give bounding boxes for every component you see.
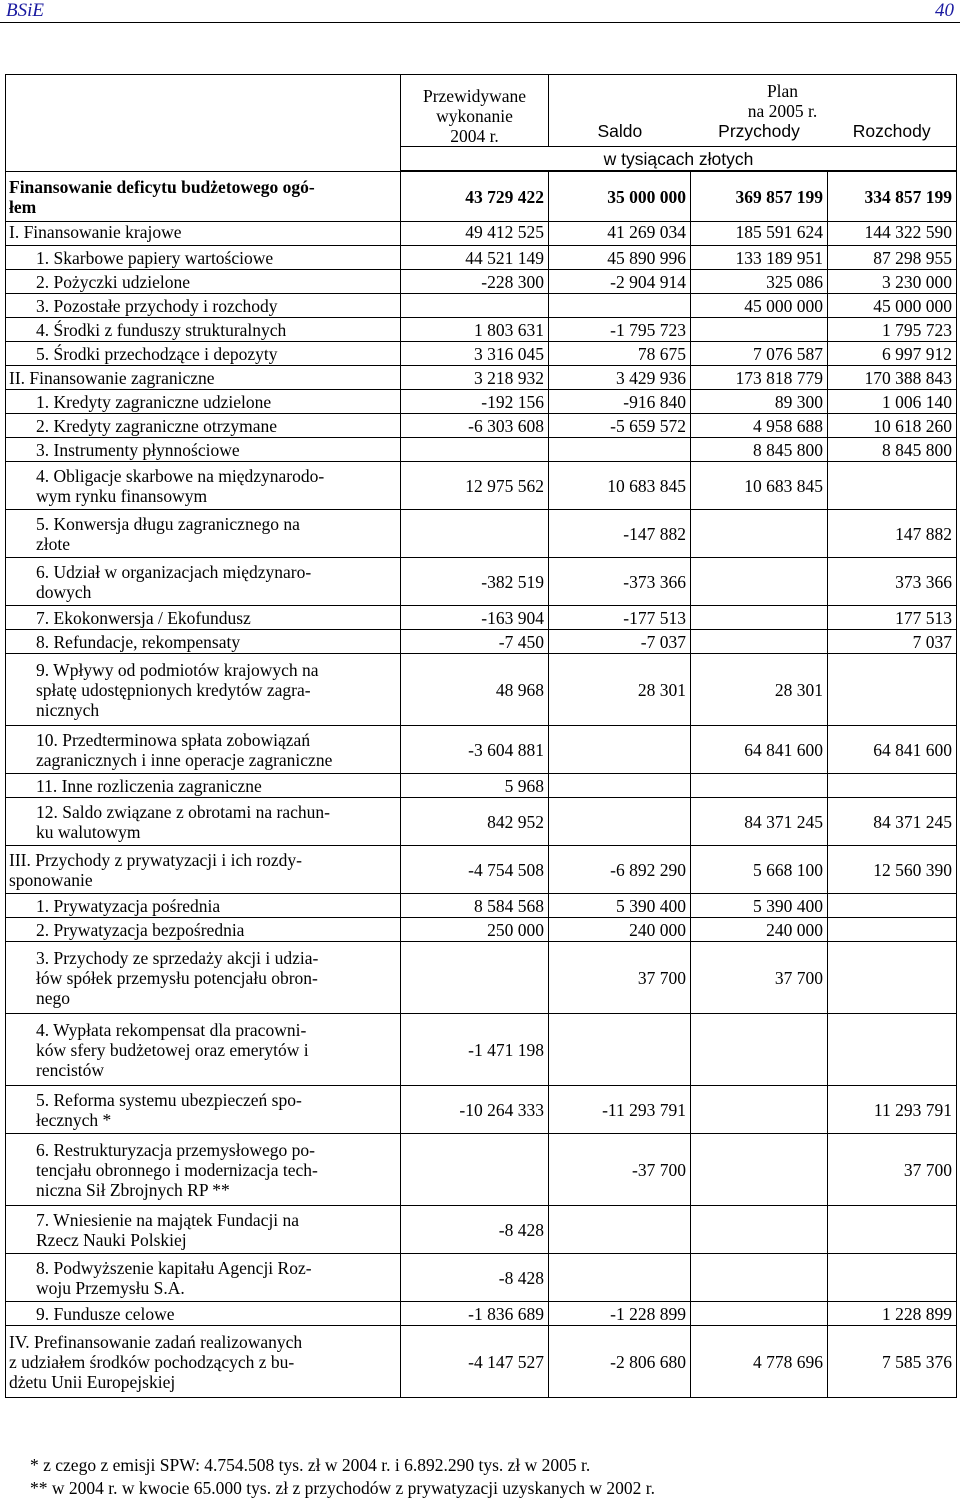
row-value: -7 450 xyxy=(401,630,549,654)
row-value: 64 841 600 xyxy=(691,726,828,774)
row-value xyxy=(691,774,828,798)
table-row xyxy=(6,654,957,726)
row-value: 10 618 260 xyxy=(828,414,957,438)
row-value xyxy=(691,510,828,558)
table-row xyxy=(6,294,957,318)
row-value: -916 840 xyxy=(549,390,691,414)
row-value xyxy=(691,1206,828,1254)
row-value xyxy=(401,438,549,462)
row-value: 45 000 000 xyxy=(828,294,957,318)
table-row xyxy=(6,1206,957,1254)
row-value: -192 156 xyxy=(401,390,549,414)
row-label: 4. Środki z funduszy strukturalnych xyxy=(6,318,401,342)
row-label: I. Finansowanie krajowe xyxy=(6,222,401,246)
row-value: -373 366 xyxy=(549,558,691,606)
row-label: 5. Reforma systemu ubezpieczeń spo- łecznych * xyxy=(6,1086,401,1134)
row-value xyxy=(691,606,828,630)
row-value: 5 968 xyxy=(401,774,549,798)
row-value xyxy=(549,774,691,798)
row-value: 4 778 696 xyxy=(691,1326,828,1398)
row-value: -1 836 689 xyxy=(401,1302,549,1326)
row-value: 250 000 xyxy=(401,918,549,942)
row-value: 3 230 000 xyxy=(828,270,957,294)
row-value: 12 975 562 xyxy=(401,462,549,510)
row-value xyxy=(401,942,549,1014)
table-row xyxy=(6,318,957,342)
table-row xyxy=(6,1134,957,1206)
row-value: 41 269 034 xyxy=(549,222,691,246)
page-header xyxy=(0,0,960,23)
row-value: -37 700 xyxy=(549,1134,691,1206)
row-value: 84 371 245 xyxy=(691,798,828,846)
row-value: -382 519 xyxy=(401,558,549,606)
row-value: 3 429 936 xyxy=(549,366,691,390)
table-row xyxy=(6,1254,957,1302)
row-value: 173 818 779 xyxy=(691,366,828,390)
row-value: 87 298 955 xyxy=(828,246,957,270)
row-value: 8 845 800 xyxy=(828,438,957,462)
row-value: 325 086 xyxy=(691,270,828,294)
row-label: 4. Wypłata rekompensat dla pracowni- ków sfery budżetowej oraz emerytów i rencistów xyxy=(6,1014,401,1086)
row-value xyxy=(691,1086,828,1134)
row-value xyxy=(549,726,691,774)
row-value: 84 371 245 xyxy=(828,798,957,846)
col-przewidywane xyxy=(401,75,549,147)
row-value: 5 390 400 xyxy=(691,894,828,918)
row-value: 43 729 422 xyxy=(401,172,549,222)
row-value: 48 968 xyxy=(401,654,549,726)
row-value xyxy=(549,798,691,846)
plan-title-line: Plan xyxy=(766,80,799,101)
row-label: 11. Inne rozliczenia zagraniczne xyxy=(6,774,401,798)
row-label: 5. Środki przechodzące i depozyty xyxy=(6,342,401,366)
row-label: 12. Saldo związane z obrotami na rachun- ku walutowym xyxy=(6,798,401,846)
row-value xyxy=(828,1014,957,1086)
row-value: 35 000 000 xyxy=(549,172,691,222)
row-value: 1 803 631 xyxy=(401,318,549,342)
row-label: 7. Ekokonwersja / Ekofundusz xyxy=(6,606,401,630)
table-row xyxy=(6,798,957,846)
row-value: 28 301 xyxy=(549,654,691,726)
row-label: 10. Przedterminowa spłata zobowiązań zagranicznych i inne operacje zagraniczne xyxy=(6,726,401,774)
row-value: 49 412 525 xyxy=(401,222,549,246)
table-row xyxy=(6,510,957,558)
row-value: 37 700 xyxy=(828,1134,957,1206)
table-row xyxy=(6,342,957,366)
row-label: 7. Wniesienie na majątek Fundacji na Rzecz Nauki Polskiej xyxy=(6,1206,401,1254)
table-row xyxy=(6,462,957,510)
row-value: 177 513 xyxy=(828,606,957,630)
header-empty xyxy=(6,75,401,172)
plan-subheaders xyxy=(549,121,956,141)
row-value xyxy=(691,1014,828,1086)
row-value: -228 300 xyxy=(401,270,549,294)
row-value: -8 428 xyxy=(401,1206,549,1254)
table-row xyxy=(6,894,957,918)
row-value: 3 218 932 xyxy=(401,366,549,390)
row-value: -2 806 680 xyxy=(549,1326,691,1398)
row-value xyxy=(691,630,828,654)
table-row xyxy=(6,1014,957,1086)
col-przewidywane-line: Przewidywane xyxy=(422,86,527,106)
row-value: 4 958 688 xyxy=(691,414,828,438)
row-value: 45 000 000 xyxy=(691,294,828,318)
row-label: 9. Wpływy od podmiotów krajowych na spłatę udostępnionych kredytów zagra- nicznych xyxy=(6,654,401,726)
table-row xyxy=(6,270,957,294)
row-value xyxy=(828,1206,957,1254)
row-value: -1 471 198 xyxy=(401,1014,549,1086)
col-przewidywane-line: 2004 r. xyxy=(450,126,499,146)
footnote-1: * z czego z emisji SPW: 4.754.508 tys. zł w 2004 r. i 6.892.290 tys. zł w 2005 r. xyxy=(30,1455,591,1475)
row-label: 3. Pozostałe przychody i rozchody xyxy=(6,294,401,318)
row-value xyxy=(691,1254,828,1302)
row-value: 44 521 149 xyxy=(401,246,549,270)
row-value: 144 322 590 xyxy=(828,222,957,246)
row-label: Finansowanie deficytu budżetowego ogó- łem xyxy=(6,172,401,222)
row-label: IV. Prefinansowanie zadań realizowanych z udziałem środków pochodzących z bu- dżetu Unii Europejskiej xyxy=(6,1326,401,1398)
row-label: 2. Prywatyzacja bezpośrednia xyxy=(6,918,401,942)
row-value xyxy=(691,318,828,342)
row-label: 6. Udział w organizacjach międzynaro- dowych xyxy=(6,558,401,606)
row-value: 842 952 xyxy=(401,798,549,846)
row-value xyxy=(691,558,828,606)
row-value xyxy=(549,294,691,318)
table-row xyxy=(6,414,957,438)
row-value: 3 316 045 xyxy=(401,342,549,366)
col-przychody: Przychody xyxy=(718,120,800,141)
row-value: -7 037 xyxy=(549,630,691,654)
row-label: 1. Kredyty zagraniczne udzielone xyxy=(6,390,401,414)
row-value: 170 388 843 xyxy=(828,366,957,390)
row-value xyxy=(549,1254,691,1302)
row-label: 4. Obligacje skarbowe na międzynarodo- wym rynku finansowym xyxy=(6,462,401,510)
col-saldo: Saldo xyxy=(597,120,643,141)
table-row xyxy=(6,390,957,414)
row-label: 2. Pożyczki udzielone xyxy=(6,270,401,294)
row-label: III. Przychody z prywatyzacji i ich rozdy- sponowanie xyxy=(6,846,401,894)
unit-label: w tysiącach złotych xyxy=(401,147,957,171)
row-value: 64 841 600 xyxy=(828,726,957,774)
row-value xyxy=(828,654,957,726)
plan-header xyxy=(549,75,957,147)
row-value xyxy=(828,894,957,918)
table-row xyxy=(6,1302,957,1326)
table-row xyxy=(6,630,957,654)
row-value xyxy=(401,510,549,558)
row-value: -4 147 527 xyxy=(401,1326,549,1398)
row-value xyxy=(828,918,957,942)
row-label: 8. Refundacje, rekompensaty xyxy=(6,630,401,654)
row-value xyxy=(549,438,691,462)
row-value: -3 604 881 xyxy=(401,726,549,774)
financing-table xyxy=(5,74,957,1398)
table-row xyxy=(6,558,957,606)
row-value: -1 228 899 xyxy=(549,1302,691,1326)
row-value: 8 845 800 xyxy=(691,438,828,462)
row-value: 10 683 845 xyxy=(691,462,828,510)
row-label: 1. Skarbowe papiery wartościowe xyxy=(6,246,401,270)
row-value xyxy=(828,462,957,510)
row-value: 1 795 723 xyxy=(828,318,957,342)
plan-title-line: na 2005 r. xyxy=(747,100,818,121)
row-value: 8 584 568 xyxy=(401,894,549,918)
table-row xyxy=(6,942,957,1014)
row-label: 6. Restrukturyzacja przemysłowego po- tencjału obronnego i modernizacja tech- niczna Sił Zbrojnych RP ** xyxy=(6,1134,401,1206)
row-value xyxy=(828,942,957,1014)
row-value: -11 293 791 xyxy=(549,1086,691,1134)
table-row xyxy=(6,846,957,894)
row-value xyxy=(549,1014,691,1086)
row-value xyxy=(401,294,549,318)
row-value: 7 076 587 xyxy=(691,342,828,366)
table-row xyxy=(6,172,957,222)
footnote-2: ** w 2004 r. w kwocie 65.000 tys. zł z przychodów z prywatyzacji uzyskanych w 2002 r. xyxy=(30,1478,655,1498)
row-value: 334 857 199 xyxy=(828,172,957,222)
row-value xyxy=(828,774,957,798)
col-rozchody: Rozchody xyxy=(852,120,931,141)
row-value: 240 000 xyxy=(691,918,828,942)
table-row xyxy=(6,222,957,246)
row-value: 89 300 xyxy=(691,390,828,414)
row-value: 7 037 xyxy=(828,630,957,654)
row-label: 2. Kredyty zagraniczne otrzymane xyxy=(6,414,401,438)
row-label: 5. Konwersja długu zagranicznego na złote xyxy=(6,510,401,558)
row-value: 10 683 845 xyxy=(549,462,691,510)
row-value: -2 904 914 xyxy=(549,270,691,294)
row-value: -10 264 333 xyxy=(401,1086,549,1134)
row-value: 37 700 xyxy=(691,942,828,1014)
header-row xyxy=(6,75,957,147)
row-label: 1. Prywatyzacja pośrednia xyxy=(6,894,401,918)
table-row xyxy=(6,366,957,390)
row-label: 8. Podwyższenie kapitału Agencji Roz- woju Przemysłu S.A. xyxy=(6,1254,401,1302)
row-value: 7 585 376 xyxy=(828,1326,957,1398)
row-value: 78 675 xyxy=(549,342,691,366)
table-row xyxy=(6,918,957,942)
row-value xyxy=(401,1134,549,1206)
table-row xyxy=(6,246,957,270)
row-value: -8 428 xyxy=(401,1254,549,1302)
row-value: 11 293 791 xyxy=(828,1086,957,1134)
row-value: -1 795 723 xyxy=(549,318,691,342)
row-value: -177 513 xyxy=(549,606,691,630)
row-value xyxy=(828,1254,957,1302)
row-value: 37 700 xyxy=(549,942,691,1014)
header-title: BSiE xyxy=(6,0,44,21)
row-value: 133 189 951 xyxy=(691,246,828,270)
col-przewidywane-line: wykonanie xyxy=(436,106,513,126)
row-value: 369 857 199 xyxy=(691,172,828,222)
row-label: 9. Fundusze celowe xyxy=(6,1302,401,1326)
row-value: -6 303 608 xyxy=(401,414,549,438)
row-value: 1 228 899 xyxy=(828,1302,957,1326)
row-value: 5 390 400 xyxy=(549,894,691,918)
row-label: 3. Przychody ze sprzedaży akcji i udzia- łów spółek przemysłu potencjału obron- nego xyxy=(6,942,401,1014)
row-value: 6 997 912 xyxy=(828,342,957,366)
row-value: 1 006 140 xyxy=(828,390,957,414)
row-value xyxy=(549,1206,691,1254)
row-label: 3. Instrumenty płynnościowe xyxy=(6,438,401,462)
row-value: 12 560 390 xyxy=(828,846,957,894)
table-row xyxy=(6,1326,957,1398)
row-label: II. Finansowanie zagraniczne xyxy=(6,366,401,390)
plan-title xyxy=(549,81,956,121)
row-value: 373 366 xyxy=(828,558,957,606)
row-value: -5 659 572 xyxy=(549,414,691,438)
table-row xyxy=(6,438,957,462)
row-value xyxy=(691,1302,828,1326)
row-value: 28 301 xyxy=(691,654,828,726)
table-row xyxy=(6,606,957,630)
row-value: -4 754 508 xyxy=(401,846,549,894)
row-value: -163 904 xyxy=(401,606,549,630)
row-value: 185 591 624 xyxy=(691,222,828,246)
row-value: -6 892 290 xyxy=(549,846,691,894)
table-row xyxy=(6,774,957,798)
row-value: 147 882 xyxy=(828,510,957,558)
row-value: -147 882 xyxy=(549,510,691,558)
table-row xyxy=(6,726,957,774)
row-value: 240 000 xyxy=(549,918,691,942)
page-number: 40 xyxy=(935,0,954,21)
row-value: 5 668 100 xyxy=(691,846,828,894)
row-value: 45 890 996 xyxy=(549,246,691,270)
table-row xyxy=(6,1086,957,1134)
row-value xyxy=(691,1134,828,1206)
